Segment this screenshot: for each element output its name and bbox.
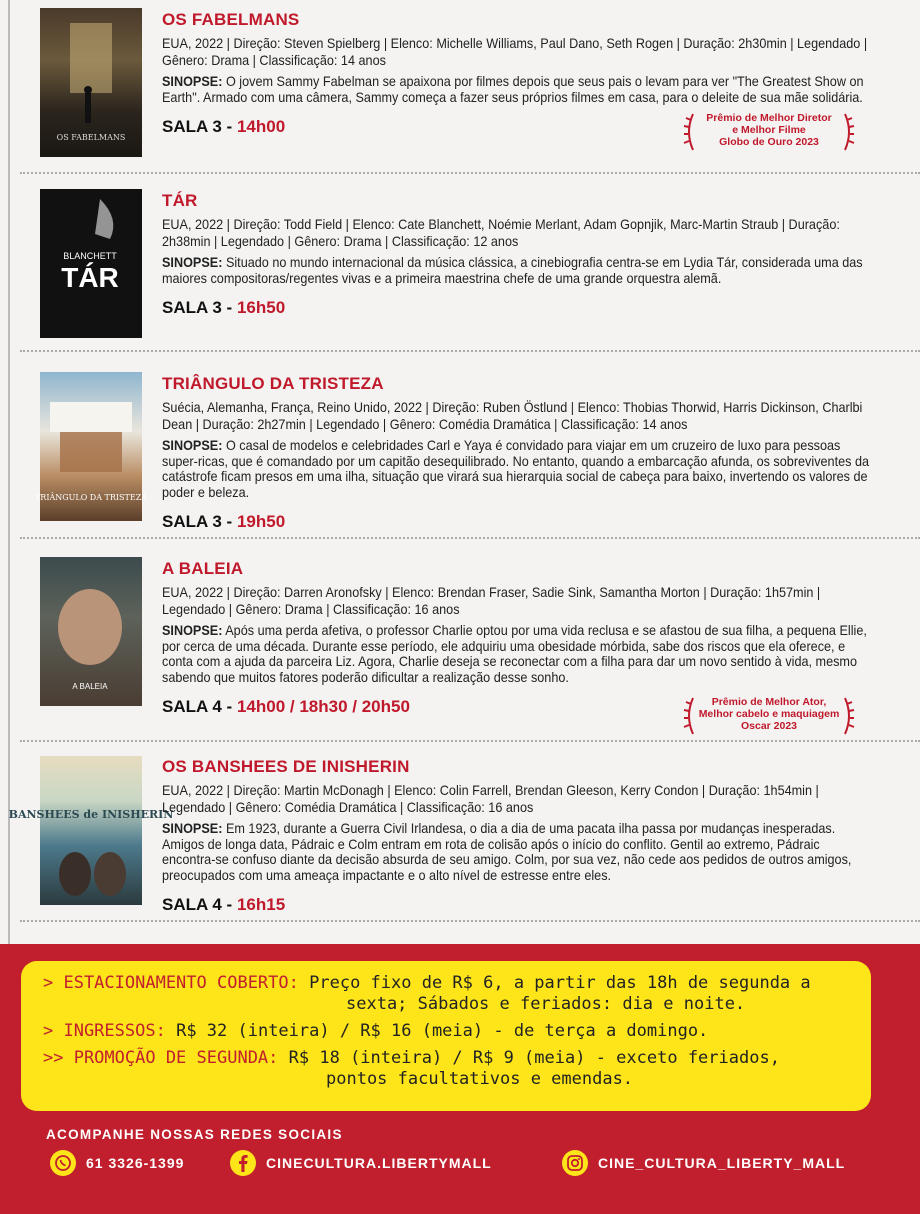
session-times: 16h50 — [236, 298, 286, 317]
movie-meta: EUA, 2022 | Direção: Martin McDonagh | Elenco: Colin Farrell, Brendan Gleeson, Kerry Condon | Duração: 1h54min | Legendado | Gênero: Comédia Dramática | Classificação: 16 anos — [162, 783, 819, 815]
poster-art — [40, 189, 142, 338]
movie-meta: EUA, 2022 | Direção: Todd Field | Elenco: Cate Blanchett, Noémie Merlant, Adam Gopnjik, Marc-Martin Straub | Duração: 2h38min | Legendado | Gênero: Drama | Classificação: 12 anos — [162, 217, 840, 249]
separator — [20, 920, 920, 922]
movie-poster — [34, 372, 148, 521]
laurel-left-icon — [684, 696, 696, 736]
movie-title: A BALEIA — [162, 559, 244, 578]
award-line: Oscar 2023 — [740, 720, 798, 732]
synopsis-label: SINOPSE: — [162, 74, 223, 89]
synopsis-label: SINOPSE: — [162, 255, 223, 270]
promo-info — [43, 1048, 849, 1090]
movie-title: OS BANSHEES DE INISHERIN — [162, 757, 410, 776]
separator — [20, 172, 920, 174]
movie-synopsis — [162, 74, 873, 105]
separator — [20, 537, 920, 539]
session-times: 19h50 — [236, 512, 286, 531]
movie-poster — [40, 557, 142, 706]
info-box — [21, 961, 871, 1111]
tickets-label: > INGRESSOS: — [43, 1021, 166, 1041]
tickets-value: R$ 32 (inteira) / R$ 16 (meia) - de terça a domingo. — [176, 1021, 709, 1041]
social-facebook[interactable] — [230, 1150, 492, 1176]
parking-value: Preço fixo de R$ 6, a partir das 18h de segunda a — [309, 973, 811, 993]
sala-label: SALA 3 - — [162, 298, 233, 317]
facebook-icon — [230, 1150, 256, 1176]
movie-synopsis — [162, 255, 873, 286]
parking-label: > ESTACIONAMENTO COBERTO: — [43, 973, 299, 993]
movie-title: TRIÂNGULO DA TRISTEZA — [162, 374, 384, 393]
movie-info — [162, 374, 870, 532]
synopsis-text: Situado no mundo internacional da música clássica, a cinebiografia centra-se em Lydia Tár, considerada uma das maiores compositoras/regentes vivas e a primeira maestrina chefe de uma grande orquestra alemã. — [162, 255, 863, 286]
poster-title-text: BANSHEES de INISHERIN — [8, 808, 174, 821]
poster-title-text: TRIÂNGULO DA TRISTEZA — [34, 493, 148, 502]
session-times: 14h00 — [236, 117, 286, 136]
facebook-text: CINECULTURA.LIBERTYMALL — [266, 1155, 492, 1171]
whatsapp-icon — [50, 1150, 76, 1176]
instagram-icon — [562, 1150, 588, 1176]
award-line: Melhor cabelo e maquiagem — [698, 708, 840, 720]
movie-synopsis — [162, 438, 873, 500]
laurel-right-icon — [842, 112, 854, 152]
movie-synopsis — [162, 821, 873, 883]
sala-label: SALA 4 - — [162, 895, 233, 914]
sala-label: SALA 4 - — [162, 697, 233, 716]
poster-title-text: A BALEIA — [72, 682, 108, 691]
synopsis-label: SINOPSE: — [162, 821, 223, 836]
poster-title-text: TÁR — [61, 262, 119, 293]
laurel-left-icon — [684, 112, 696, 152]
session-line — [162, 298, 870, 318]
poster-art — [40, 557, 142, 706]
award-line: e Melhor Filme — [732, 124, 806, 136]
session-times: 14h00 / 18h30 / 20h50 — [236, 697, 410, 716]
movie-poster — [40, 8, 142, 157]
movie-info — [162, 559, 870, 717]
award-line: Globo de Ouro 2023 — [719, 136, 819, 148]
promo-value-cont: pontos facultativos e emendas. — [326, 1069, 634, 1089]
parking-value-cont: sexta; Sábados e feriados: dia e noite. — [346, 994, 746, 1014]
award-line: Prêmio de Melhor Diretor — [706, 112, 832, 124]
social-title: ACOMPANHE NOSSAS REDES SOCIAIS — [46, 1127, 343, 1142]
phone-text: 61 3326-1399 — [86, 1155, 185, 1171]
footer — [0, 944, 920, 1214]
movie-info — [162, 191, 870, 318]
promo-label: >> PROMOÇÃO DE SEGUNDA: — [43, 1048, 279, 1068]
synopsis-text: Após uma perda afetiva, o professor Charlie optou por uma vida reclusa e se afastou de sua filha, a pequena Ellie, por cerca de uma década. Durante esse período, ele adquiriu uma obesidade mórbida, sabe dos riscos que ela oferece, e conta com a ajuda da parceira Liz. Agora, Charlie deseja se reconectar com a filha para dar um novo sentido à vida, mesmo sabendo que muitos fatores poderão dificultar a realização desse sonho. — [162, 623, 867, 685]
social-instagram[interactable] — [562, 1150, 845, 1176]
left-divider-line — [8, 0, 10, 944]
social-phone[interactable] — [50, 1150, 184, 1176]
award-line: Prêmio de Melhor Ator, — [711, 696, 827, 708]
movie-poster — [8, 756, 174, 905]
poster-actor-text: BLANCHETT — [63, 251, 117, 261]
poster-art — [40, 8, 142, 157]
poster-art — [8, 756, 174, 905]
movie-title: OS FABELMANS — [162, 10, 300, 29]
synopsis-text: O jovem Sammy Fabelman se apaixona por filmes depois que seus pais o levam para ver "The Greatest Show on Earth". Armado com uma câmera, Sammy começa a fazer seus próprios filmes em casa, para o deleite de sua mãe solidária. — [162, 74, 864, 105]
movie-meta: Suécia, Alemanha, França, Reino Unido, 2022 | Direção: Ruben Östlund | Elenco: Thobias Thorwid, Harris Dickinson, Charlbi Dean | Duração: 2h27min | Legendado | Gênero: Comédia Dramática | Classificação: 14 anos — [162, 400, 863, 432]
session-times: 16h15 — [236, 895, 286, 914]
award-badge — [684, 696, 854, 732]
laurel-right-icon — [842, 696, 854, 736]
synopsis-text: Em 1923, durante a Guerra Civil Irlandesa, o dia a dia de uma pacata ilha passa por mudanças inesperadas. Amigos de longa data, Pádraic e Colm entram em rota de colisão após o início do conflito. Gentil ao extremo, Pádraic encontra-se confuso diante da decisão absurda de seu amigo. Colm, por sua vez, não cede aos pedidos de outros amigos, preocupados com uma ameaça impactante e o alto nível de estresse entre eles. — [162, 821, 852, 883]
separator — [20, 740, 920, 742]
synopsis-label: SINOPSE: — [162, 623, 223, 638]
award-badge — [684, 112, 854, 148]
separator — [20, 350, 920, 352]
movie-meta: EUA, 2022 | Direção: Darren Aronofsky | Elenco: Brendan Fraser, Sadie Sink, Samantha Morton | Duração: 1h57min | Legendado | Gênero: Drama | Classificação: 16 anos — [162, 585, 821, 617]
synopsis-label: SINOPSE: — [162, 438, 223, 453]
parking-info — [43, 973, 849, 1015]
instagram-text: CINE_CULTURA_LIBERTY_MALL — [598, 1155, 846, 1171]
synopsis-text: O casal de modelos e celebridades Carl e Yaya é convidado para viajar em um cruzeiro de luxo para pessoas super-ricas, que é comandado por um capitão desequilibrado. No entanto, quando a embarcação afunda, os sobreviventes da catástrofe ficam presos em uma ilha, situação que virará sua hierarquia social de cabeça para baixo, invertendo os valores de poder e beleza. — [162, 438, 870, 500]
tickets-info — [43, 1021, 849, 1042]
movie-poster — [40, 189, 142, 338]
sala-label: SALA 3 - — [162, 117, 233, 136]
poster-title-text: OS FABELMANS — [56, 133, 126, 142]
movie-meta: EUA, 2022 | Direção: Steven Spielberg | Elenco: Michelle Williams, Paul Dano, Seth Rogen | Duração: 2h30min | Legendado | Gênero: Drama | Classificação: 14 anos — [162, 36, 868, 68]
movie-synopsis — [162, 623, 873, 685]
movie-info — [162, 757, 870, 915]
poster-art — [34, 372, 148, 521]
sala-label: SALA 3 - — [162, 512, 233, 531]
promo-value: R$ 18 (inteira) / R$ 9 (meia) - exceto feriados, — [288, 1048, 780, 1068]
session-line — [162, 512, 870, 532]
movie-title: TÁR — [162, 191, 198, 210]
session-line — [162, 895, 870, 915]
